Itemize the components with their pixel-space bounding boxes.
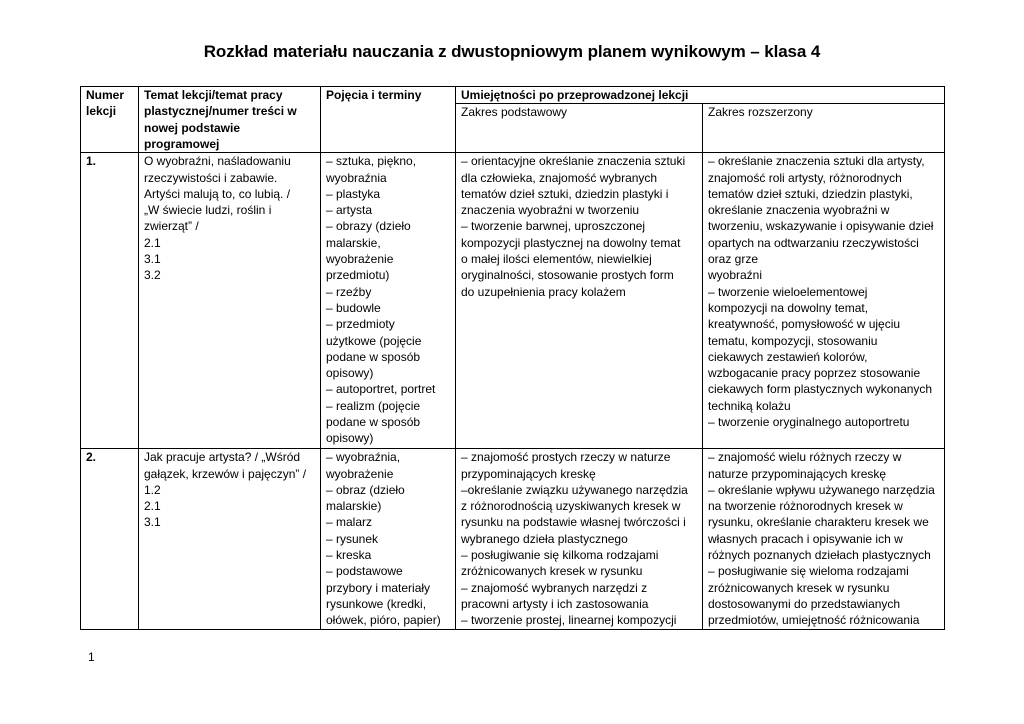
lesson-extended-skills (703, 449, 945, 629)
page-number: 1 (88, 650, 95, 664)
cell-line: malarskie) (326, 499, 382, 514)
cell-line: O wyobraźni, naśladowaniu (144, 154, 291, 169)
cell-line: znajomość roli artysty, różnorodnych (708, 170, 902, 185)
cell-line: – sztuka, piękno, (326, 154, 417, 169)
lesson-terms (321, 153, 456, 449)
cell-line: podane w sposób (326, 415, 421, 430)
cell-line: – znajomość wybranych narzędzi z (461, 580, 648, 595)
lesson-basic-skills (456, 153, 703, 449)
header-topic: Temat lekcji/temat pracy plastycznej/numer treści w nowej podstawie programowej (139, 87, 321, 153)
cell-line: zróżnicowanych kresek w rysunku (461, 564, 643, 579)
lesson-topic (139, 449, 321, 629)
cell-line: kompozycji na dowolny temat, (708, 300, 869, 315)
cell-line: – wyobraźnia, (326, 450, 401, 465)
cell-line: – rysunek (326, 531, 379, 546)
cell-line: techniką kolażu (708, 398, 791, 413)
cell-line: na tworzenie różnorodnych kresek w (708, 499, 903, 514)
cell-line: użytkowe (pojęcie (326, 333, 422, 348)
cell-line: opisowy) (326, 366, 374, 381)
cell-line: wybranego dzieła plastycznego (461, 531, 628, 546)
lesson-number: 1. (81, 153, 139, 449)
header-terms: Pojęcia i terminy (321, 87, 456, 153)
cell-line: tematów dzieł sztuki, dziedzin plastyki, (708, 186, 913, 201)
cell-line: „W świecie ludzi, roślin i (144, 203, 272, 218)
cell-line: znaczenia wyobraźni w tworzeniu (461, 203, 640, 218)
cell-line: gałązek, krzewów i pajęczyn” / (144, 466, 307, 481)
cell-line: rysunku na podstawie własnej twórczości i (461, 515, 686, 530)
cell-line: – realizm (pojęcie (326, 398, 421, 413)
cell-line: kreatywność, pomysłowość w ujęciu (708, 317, 901, 332)
cell-line: kompozycji plastycznej na dowolny temat (461, 235, 681, 250)
header-row-1 (81, 87, 945, 104)
cell-line: 2.1 (144, 499, 161, 514)
cell-line: tworzeniu, wskazywanie i opisywanie dzieł (708, 219, 934, 234)
cell-line: tematu, kompozycji, stosowaniu (708, 333, 878, 348)
cell-line: z różnorodnością uzyskiwanych kresek w (461, 499, 681, 514)
cell-line: do uzupełnienia pracy kolażem (461, 284, 626, 299)
cell-line: wzbogacanie pracy poprzez stosowanie (708, 366, 921, 381)
cell-line: – rzeźby (326, 284, 372, 299)
cell-line: Artyści malują to, co lubią. / (144, 186, 291, 201)
lesson-topic (139, 153, 321, 449)
header-extended: Zakres rozszerzony (703, 104, 945, 153)
cell-line: przedmiotów, umiejętność różnicowania (708, 613, 920, 628)
cell-line: przypominających kreskę (461, 466, 596, 481)
lesson-basic-skills (456, 449, 703, 629)
cell-line: 3.1 (144, 252, 161, 267)
lesson-plan-table (80, 86, 945, 630)
cell-line: – przedmioty (326, 317, 395, 332)
lesson-number: 2. (81, 449, 139, 629)
cell-line: wyobraźnia (326, 170, 387, 185)
cell-line: opisowy) (326, 431, 374, 446)
cell-line: – określanie wpływu używanego narzędzia (708, 482, 935, 497)
cell-line: – plastyka (326, 186, 381, 201)
cell-line: 3.1 (144, 515, 161, 530)
cell-line: – tworzenie wieloelementowej (708, 284, 868, 299)
cell-line: – posługiwanie się wieloma rodzajami (708, 564, 909, 579)
cell-line: Jak pracuje artysta? / „Wśród (144, 450, 301, 465)
header-basic: Zakres podstawowy (456, 104, 703, 153)
cell-line: – tworzenie oryginalnego autoportretu (708, 415, 910, 430)
cell-line: – tworzenie barwnej, uproszczonej (461, 219, 646, 234)
cell-line: rysunkowe (kredki, (326, 596, 427, 611)
cell-line: o małej ilości elementów, niewielkiej (461, 252, 652, 267)
cell-line: własnych pracach i opisywanie ich w (708, 531, 903, 546)
table-row (81, 153, 945, 449)
cell-line: oraz grze (708, 252, 759, 267)
cell-line: – określanie znaczenia sztuki dla artysty, (708, 154, 925, 169)
table-row (81, 449, 945, 629)
cell-line: 1.2 (144, 482, 161, 497)
cell-line: – znajomość wielu różnych rzeczy w (708, 450, 902, 465)
cell-line: ołówek, pióro, papier) (326, 613, 441, 628)
lesson-terms (321, 449, 456, 629)
cell-line: przybory i materiały (326, 580, 431, 595)
cell-line: – autoportret, portret (326, 382, 436, 397)
cell-line: – tworzenie prostej, linearnej kompozycji (461, 613, 677, 628)
cell-line: różnych poznanych dziełach plastycznych (708, 548, 931, 563)
cell-line: ciekawych form plastycznych wykonanych (708, 382, 933, 397)
cell-line: zróżnicowanych kresek w rysunku (708, 580, 890, 595)
cell-line: opartych na odtwarzaniu rzeczywistości (708, 235, 919, 250)
cell-line: pracowni artysty i ich zastosowania (461, 596, 649, 611)
cell-line: rzeczywistości i zabawie. (144, 170, 278, 185)
cell-line: wyobrażenie (326, 252, 394, 267)
cell-line: – budowle (326, 300, 381, 315)
cell-line: wyobraźni (708, 268, 763, 283)
page-title: Rozkład materiału nauczania z dwustopniowym planem wynikowym – klasa 4 (203, 42, 821, 61)
cell-line: – kreska (326, 548, 372, 563)
cell-line: rysunku, określanie charakteru kresek we (708, 515, 929, 530)
cell-line: 3.2 (144, 268, 161, 283)
cell-line: – znajomość prostych rzeczy w naturze (461, 450, 671, 465)
header-skills: Umiejętności po przeprowadzonej lekcji (456, 87, 945, 104)
cell-line: – malarz (326, 515, 373, 530)
cell-line: dostosowanymi do przedstawianych (708, 596, 901, 611)
cell-line: – obrazy (dzieło (326, 219, 411, 234)
cell-line: malarskie, (326, 235, 381, 250)
cell-line: –określanie związku używanego narzędzia (461, 482, 688, 497)
cell-line: dla człowieka, znajomość wybranych (461, 170, 658, 185)
cell-line: naturze przypominających kreskę (708, 466, 887, 481)
cell-line: – artysta (326, 203, 373, 218)
cell-line: – posługiwanie się kilkoma rodzajami (461, 548, 659, 563)
cell-line: tematów dzieł sztuki, dziedzin plastyki i (461, 186, 669, 201)
header-number: Numer lekcji (81, 87, 139, 153)
cell-line: 2.1 (144, 235, 161, 250)
cell-line: określanie znaczenia wyobraźni w (708, 203, 890, 218)
cell-line: zwierząt” / (144, 219, 199, 234)
cell-line: podane w sposób (326, 349, 421, 364)
cell-line: – orientacyjne określanie znaczenia sztuki (461, 154, 686, 169)
cell-line: – podstawowe (326, 564, 403, 579)
lesson-extended-skills (703, 153, 945, 449)
cell-line: – obraz (dzieło (326, 482, 405, 497)
cell-line: przedmiotu) (326, 268, 390, 283)
cell-line: oryginalności, stosowanie prostych form (461, 268, 674, 283)
cell-line: ciekawych zestawień kolorów, (708, 349, 868, 364)
cell-line: wyobrażenie (326, 466, 394, 481)
